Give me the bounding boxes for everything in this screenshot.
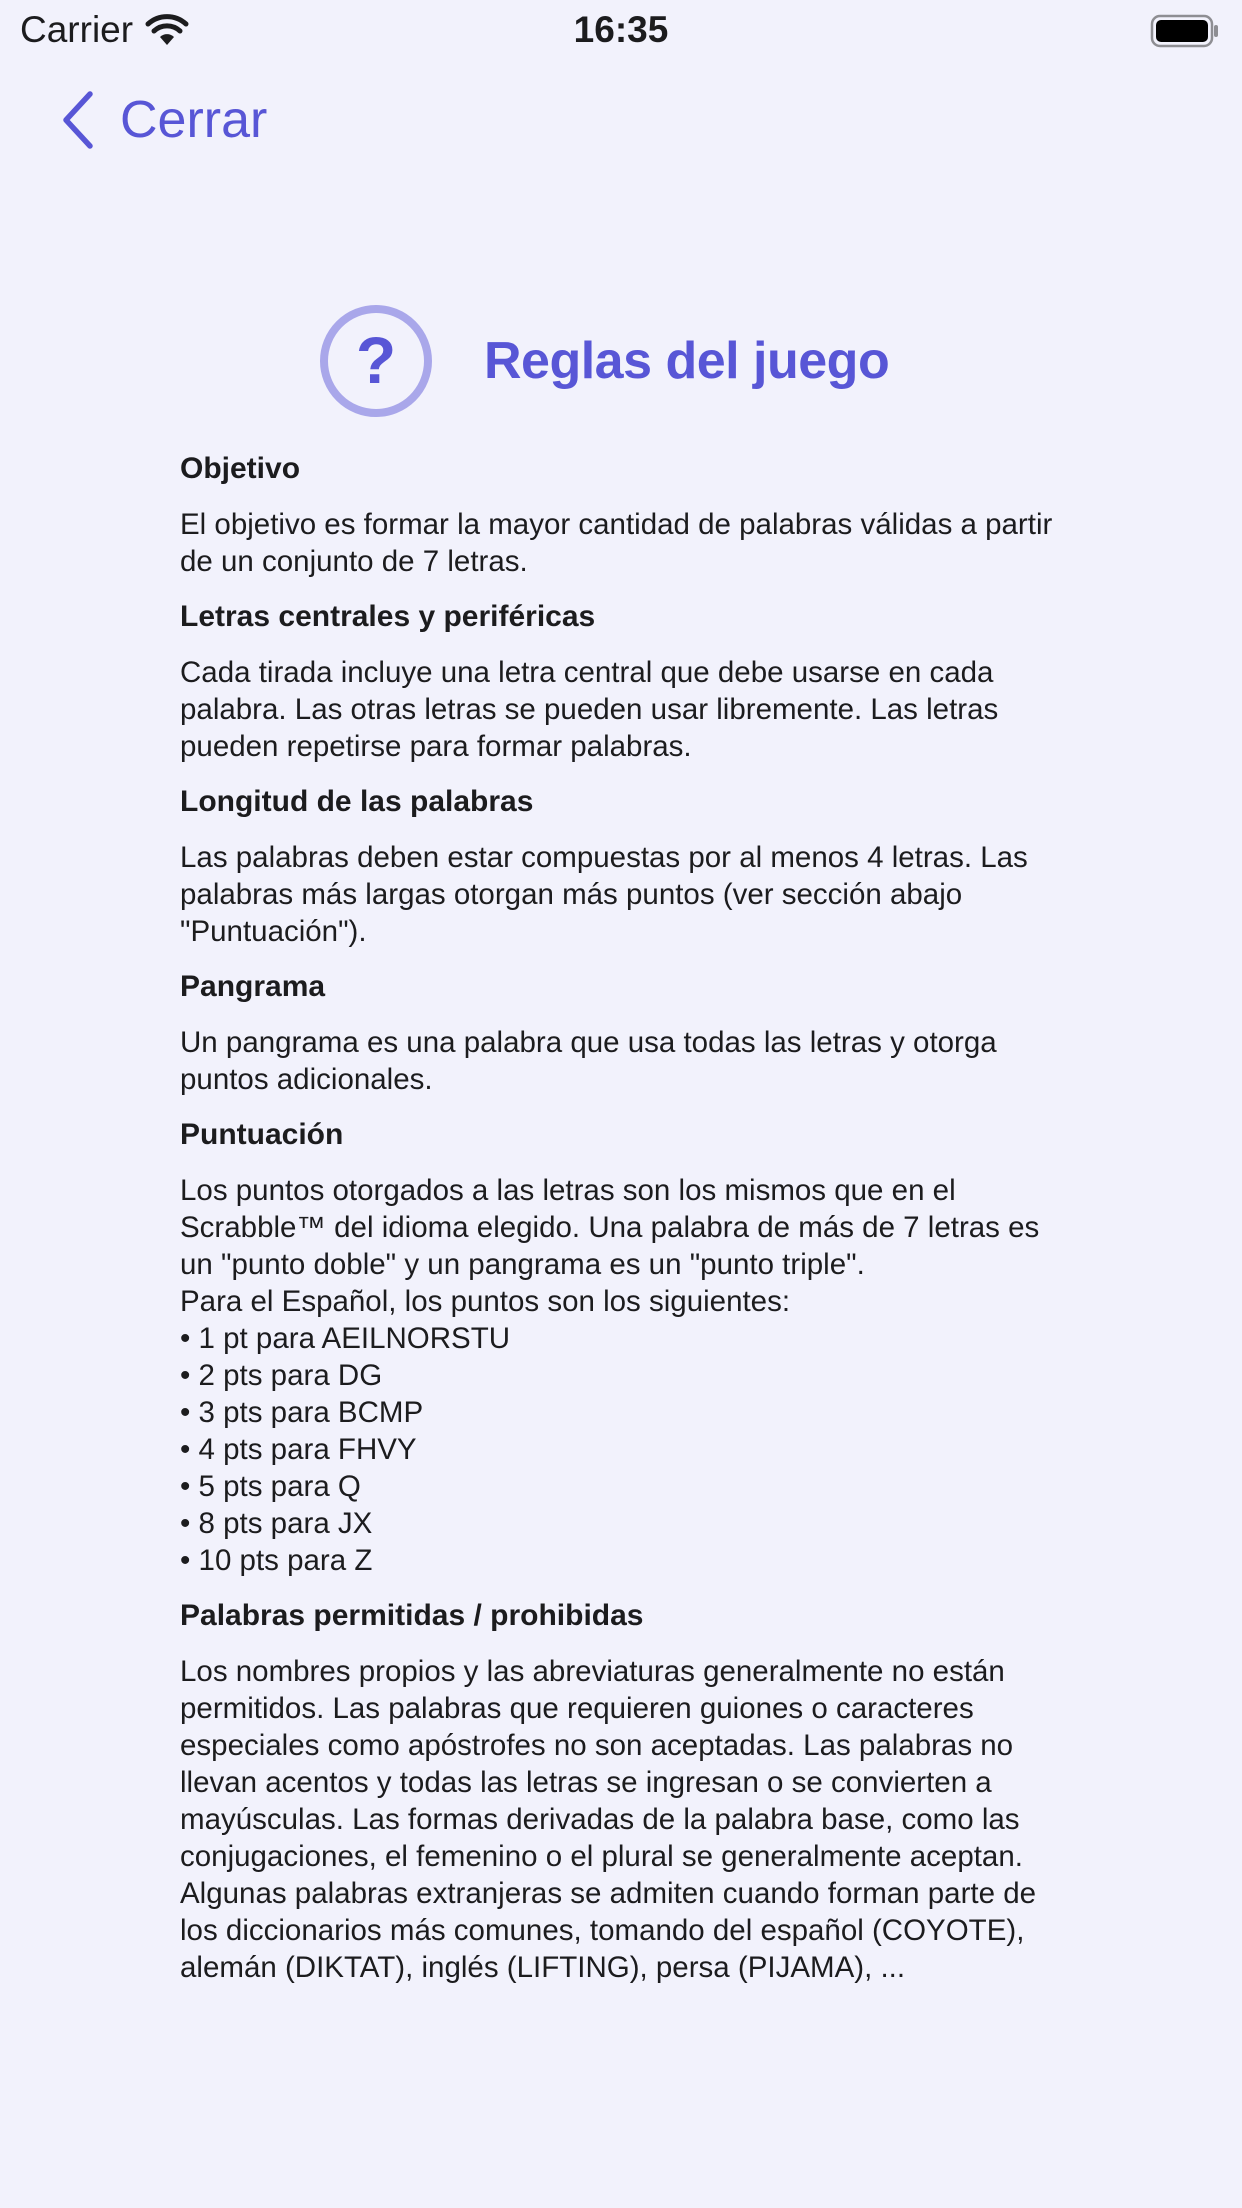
section-body-pangram: Un pangrama es una palabra que usa todas las letras y otorga puntos adicionales.	[180, 1026, 997, 1096]
section-body-letters: Cada tirada incluye una letra central que debe usarse en cada palabra. Las otras letras se pueden usar libremente. Las letras pueden repetirse para formar palabras.	[180, 656, 999, 763]
question-glyph: ?	[355, 323, 397, 397]
status-bar	[0, 0, 1242, 62]
section-title-objective: Objetivo	[180, 452, 301, 485]
section-body-allowed: Los nombres propios y las abreviaturas generalmente no están permitidos. Las palabras que requieren guiones o caracteres especiales como apóstrofes no son aceptadas. Las palabras no llevan acentos y todas las letras se ingresan o se convierten a mayúsculas. Las formas derivadas de la palabra base, como las conjugaciones, el femenino o el plural se generalmente aceptan. Algunas palabras extranjeras se admiten cuando forman parte de los diccionarios más comunes, tomando del español (COYOTE), alemán (DIKTAT), inglés (LIFTING), persa (PIJAMA), ...	[180, 1655, 1037, 1984]
score-item: • 10 pts para Z	[180, 1542, 1080, 1579]
section-title-scoring: Puntuación	[180, 1118, 344, 1151]
status-time: 16:35	[573, 9, 669, 50]
section-title-pangram: Pangrama	[180, 970, 326, 1003]
score-list	[180, 1320, 1080, 1579]
section-body-length: Las palabras deben estar compuestas por al menos 4 letras. Las palabras más largas otorgan más puntos (ver sección abajo "Puntuación").	[180, 841, 1028, 948]
close-button-label: Cerrar	[120, 91, 268, 149]
score-item: • 8 pts para JX	[180, 1505, 1080, 1542]
score-item: • 3 pts para BCMP	[180, 1394, 1080, 1431]
rules-content[interactable]	[180, 446, 1080, 2096]
close-button[interactable]	[58, 90, 267, 150]
score-item: • 5 pts para Q	[180, 1468, 1080, 1505]
section-title-length: Longitud de las palabras	[180, 785, 534, 818]
section-title-letters: Letras centrales y periféricas	[180, 600, 596, 633]
page-title: Reglas del juego	[484, 332, 890, 390]
score-item: • 2 pts para DG	[180, 1357, 1080, 1394]
question-circle-icon	[318, 303, 434, 419]
section-body-scoring: Los puntos otorgados a las letras son los mismos que en el Scrabble™ del idioma elegido. Una palabra de más de 7 letras es un "punto doble" y un pangrama es un "punto triple". Para el Español, los puntos son los siguientes:	[180, 1174, 1040, 1318]
battery-icon	[1150, 14, 1220, 48]
carrier-label: Carrier	[20, 9, 134, 50]
score-item: • 1 pt para AEILNORSTU	[180, 1320, 1080, 1357]
page-header	[318, 303, 889, 419]
section-title-allowed: Palabras permitidas / prohibidas	[180, 1599, 644, 1632]
score-item: • 4 pts para FHVY	[180, 1431, 1080, 1468]
chevron-left-icon	[58, 90, 98, 150]
section-body-objective: El objetivo es formar la mayor cantidad de palabras válidas a partir de un conjunto de 7 letras.	[180, 508, 1053, 578]
